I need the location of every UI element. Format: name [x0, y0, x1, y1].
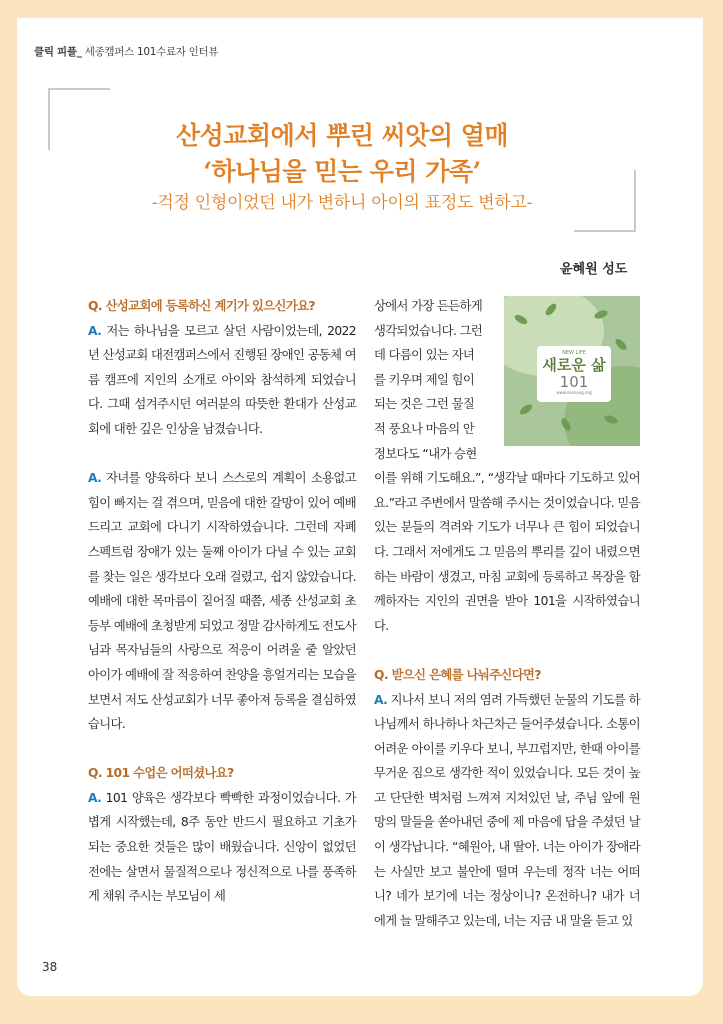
question-1: Q. 산성교회에 등록하신 계기가 있으신가요? — [88, 299, 315, 313]
wrap-line: 상에서 가장 든든하게 — [374, 299, 483, 313]
wrap-line: 를 키우며 제일 힘이 — [374, 372, 475, 387]
answer-1 — [88, 319, 356, 442]
wrap-line: 되는 것은 그런 물질 — [374, 397, 475, 412]
title-line-1: 산성교회에서 뿌린 씨앗의 열매 — [175, 121, 509, 150]
question-3: Q. 받으신 은혜를 나눠주신다면? — [374, 667, 541, 682]
title-box — [48, 88, 636, 232]
section-header — [34, 44, 218, 59]
answer-1-text: 저는 하나님을 모르고 살던 사람이었는데, 2022년 산성교회 대전캠퍼스에서 진행된 장애인 공동체 여름 캠프에 지인의 소개로 아이와 참석하게 되었습니다. 그때 섬겨주시던 여러분의 따뜻한 환대가 산성교회에 대한 깊은 인상을 남겼습니다. — [88, 323, 356, 436]
book-label-number: 101 — [559, 373, 589, 391]
answer-2 — [88, 466, 356, 737]
answer-4 — [374, 688, 640, 934]
book-label-url: www.sansung.org — [556, 390, 592, 395]
answer-2-text: 자녀를 양육하다 보니 스스로의 계획이 소용없고 힘이 빠지는 걸 겪으며, 믿음에 대한 갈망이 있어 예배드리고 교회에 다니기 시작하였습니다. 그런데 자폐 스펙트럼 장애가 있는 둘째 아이가 다닐 수 있는 교회를 찾는 일은 생각보다 오래 걸렸고, 쉽지 않았습니다. 예배에 대한 목마름이 짙어질 때쯤, 세종 산성교회 초등부 예배에 초청받게 되었고 정말 감사하게도 전도사님과 목자님들의 사랑으로 적응이 어려울 줄 알았던 아이가 예배에 잘 적응하여 찬양을 흥얼거리는 모습을 보면서 저도 산성교회가 너무 좋아져 등록을 결심하였습니다. — [88, 471, 356, 732]
answer-3 — [88, 786, 356, 909]
header-text: 세종캠퍼스 101수료자 인터뷰 — [81, 46, 219, 58]
author-name: 윤혜원 성도 — [560, 262, 628, 277]
answer-marker: A. — [88, 323, 102, 338]
header-bold: 클릭 피플_ — [34, 46, 82, 58]
left-column — [88, 294, 356, 909]
answer-continued: 이를 위해 기도해요.”, “생각날 때마다 기도하고 있어요.”라고 주변에서 말씀해 주시는 것이었습니다. 믿음 있는 분들의 격려와 기도가 너무나 큰 힘이 되었습니다. 그래서 저에게도 그 믿음의 뿌리를 깊이 내렸으면 하는 바람이 생겼고, 마침 교회에 등록하고 목장을 함께하자는 지인의 권면을 받아 101을 시작하였습니다. — [374, 471, 640, 633]
wrap-line: 데 다름이 있는 자녀 — [374, 348, 475, 363]
book-label-small: NEW LIFE — [562, 350, 586, 356]
book-label-title: 새로운 삶 — [542, 356, 606, 374]
wrap-line: 생각되었습니다. 그런 — [374, 323, 483, 338]
wrap-line: 적 풍요나 마음의 안 — [374, 421, 475, 436]
answer-marker: A. — [88, 790, 102, 805]
answer-3-text: 101 양육은 생각보다 빡빡한 과정이었습니다. 가볍게 시작했는데, 8주 동안 반드시 필요하고 기초가 되는 중요한 것들은 많이 배웠습니다. 신앙이 없었던 전에는 살면서 물질적으로나 정신적으로 나를 풍족하게 채워 주시는 부모님이 세 — [88, 790, 356, 904]
answer-4-text: 지나서 보니 저의 염려 가득했던 눈물의 기도를 하나님께서 하나하나 차근차근 들어주셨습니다. 소통이 어려운 아이를 키우다 보니, 부끄럽지만, 한때 아이를 무거운 짐으로 생각한 적이 있었습니다. 모든 것이 높고 단단한 벽처럼 느껴져 지쳐있던 날, 주님 앞에 원망의 말들을 쏟아내던 중에 제 마음에 답을 주셨던 날이 생각납니다. “혜원아, 내 딸아. 너는 아이가 장애라는 사실만 보고 불안에 떨며 우는데 정작 너는 어떠니? 네가 보기에 너는 정상이니? 온전하니? 내가 너에게 늘 말해주고 있는데, 너는 지금 내 말을 듣고 있 — [374, 692, 640, 928]
subtitle: -걱정 인형이었던 내가 변하니 아이의 표정도 변하고- — [151, 193, 533, 213]
leaf-icon — [518, 403, 533, 417]
leaf-icon — [614, 337, 629, 352]
wrap-text-block — [374, 294, 498, 466]
page-number: 38 — [42, 960, 58, 974]
wrap-line: 정보다도 “내가 승현 — [374, 446, 477, 461]
question-2: Q. 101 수업은 어떠셨나요? — [88, 766, 234, 781]
book-cover-image — [504, 296, 640, 446]
title-line-2: ‘하나님을 믿는 우리 가족’ — [203, 157, 481, 186]
answer-marker: A. — [88, 471, 102, 486]
book-label — [537, 346, 611, 402]
answer-marker: A. — [374, 692, 388, 707]
